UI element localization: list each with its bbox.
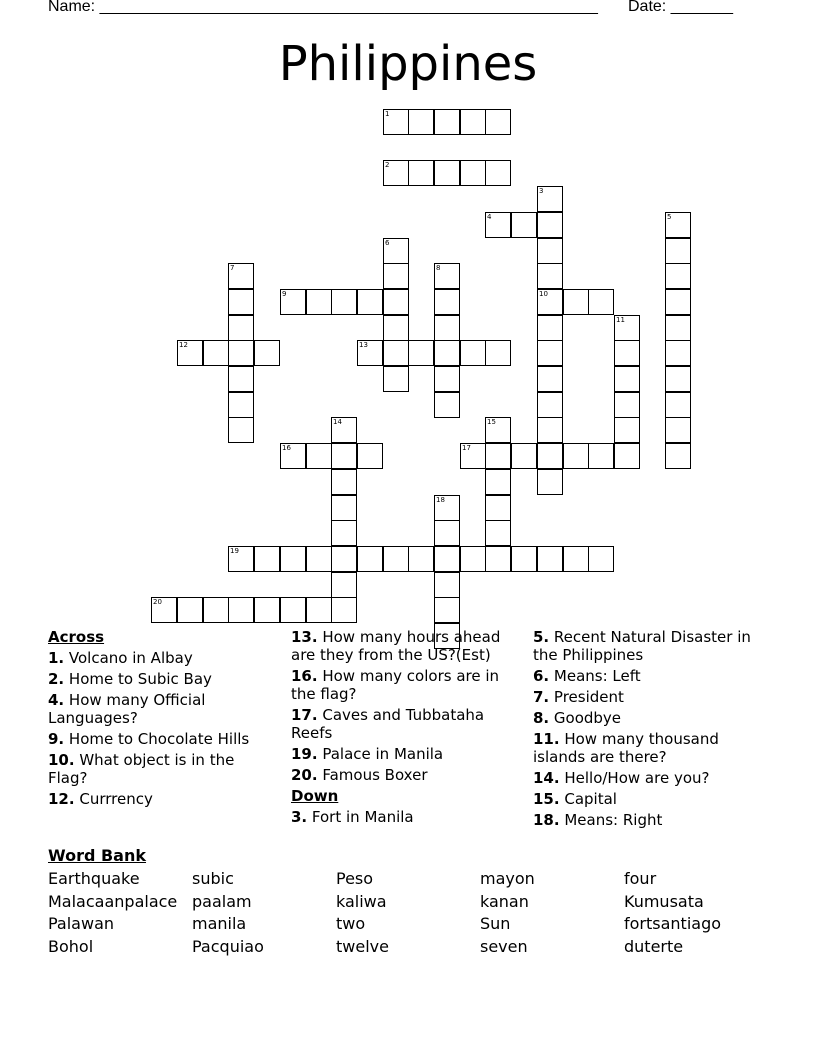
clue-text: Hello/How are you? <box>559 769 710 787</box>
crossword-cell[interactable] <box>665 212 691 238</box>
crossword-cell[interactable] <box>485 417 511 443</box>
clue-item <box>291 706 513 742</box>
crossword-cell[interactable] <box>331 520 357 546</box>
crossword-cell[interactable] <box>228 392 254 418</box>
crossword-cell[interactable] <box>331 289 357 315</box>
clue-text: Means: Left <box>549 667 641 685</box>
crossword-cell[interactable] <box>434 263 460 289</box>
crossword-cell[interactable] <box>614 443 640 469</box>
word-bank-word: duterte <box>624 936 684 956</box>
clue-text: Famous Boxer <box>317 766 428 784</box>
clue-number-label: 5. <box>533 628 550 646</box>
clue-number-label: 7. <box>533 688 550 706</box>
word-bank-word: Palawan <box>48 914 115 933</box>
crossword-cell[interactable] <box>383 109 409 135</box>
clue-item <box>533 628 755 664</box>
clue-number: 16 <box>282 444 291 452</box>
crossword-cell[interactable] <box>537 392 563 418</box>
crossword-cell[interactable] <box>614 340 640 366</box>
clue-number-label: 13. <box>291 628 318 646</box>
crossword-cell[interactable] <box>665 417 691 443</box>
crossword-cell[interactable] <box>485 340 511 366</box>
crossword-cell[interactable] <box>485 443 511 469</box>
crossword-cell[interactable] <box>511 443 537 469</box>
clue-text: Palace in Manila <box>317 745 444 763</box>
crossword-cell[interactable] <box>254 340 280 366</box>
clue-number: 2 <box>385 161 390 169</box>
clue-text: What object is in the Flag? <box>48 751 235 787</box>
crossword-cell[interactable] <box>306 597 332 623</box>
crossword-cell[interactable] <box>331 443 357 469</box>
clue-number-label: 3. <box>291 808 308 826</box>
crossword-cell[interactable] <box>228 289 254 315</box>
crossword-cell[interactable] <box>460 443 486 469</box>
crossword-cell[interactable] <box>665 392 691 418</box>
date-field-label: Date: _______ <box>628 0 733 15</box>
clue-text: President <box>549 688 624 706</box>
crossword-cell[interactable] <box>383 160 409 186</box>
clue-text: Capital <box>559 790 617 808</box>
crossword-cell[interactable] <box>537 315 563 341</box>
crossword-cell[interactable] <box>485 495 511 521</box>
clue-number-label: 6. <box>533 667 550 685</box>
crossword-cell[interactable] <box>485 212 511 238</box>
crossword-cell[interactable] <box>203 597 229 623</box>
clue-number-label: 11. <box>533 730 560 748</box>
word-bank-title: Word Bank <box>48 846 147 865</box>
word-bank-word: Malacaanpalace <box>48 891 178 911</box>
crossword-cell[interactable] <box>383 366 409 392</box>
crossword-cell[interactable] <box>228 340 254 366</box>
crossword-cell[interactable] <box>588 443 614 469</box>
clue-item <box>291 745 513 763</box>
clue-text: How many Official Languages? <box>48 691 206 727</box>
crossword-cell[interactable] <box>537 469 563 495</box>
crossword-cell[interactable] <box>331 546 357 572</box>
crossword-cell[interactable] <box>331 495 357 521</box>
crossword-cell[interactable] <box>254 546 280 572</box>
clue-number: 15 <box>487 418 496 426</box>
word-bank-column <box>336 868 389 958</box>
word-bank-word: kanan <box>480 891 529 911</box>
crossword-cell[interactable] <box>434 109 460 135</box>
clue-number-label: 20. <box>291 766 318 784</box>
clue-number-label: 2. <box>48 670 65 688</box>
crossword-cell[interactable] <box>511 546 537 572</box>
crossword-cell[interactable] <box>588 546 614 572</box>
crossword-cell[interactable] <box>434 495 460 521</box>
crossword-cell[interactable] <box>485 160 511 186</box>
crossword-cell[interactable] <box>280 443 306 469</box>
clue-number-label: 19. <box>291 745 318 763</box>
crossword-cell[interactable] <box>306 289 332 315</box>
clue-number: 20 <box>153 598 162 606</box>
clue-number-label: 15. <box>533 790 560 808</box>
crossword-cell[interactable] <box>434 160 460 186</box>
clue-item <box>533 730 755 766</box>
down-clue-list <box>291 808 513 826</box>
crossword-cell[interactable] <box>563 546 589 572</box>
crossword-cell[interactable] <box>434 366 460 392</box>
crossword-cell[interactable] <box>665 289 691 315</box>
clue-number: 12 <box>179 341 188 349</box>
word-bank-word: fortsantiago <box>624 914 722 933</box>
clue-text: Goodbye <box>549 709 622 727</box>
clue-item <box>48 649 270 667</box>
crossword-cell[interactable] <box>280 546 306 572</box>
crossword-cell[interactable] <box>485 469 511 495</box>
crossword-cell[interactable] <box>537 186 563 212</box>
word-bank-word: paalam <box>192 891 252 911</box>
clues-column-2 <box>291 628 513 829</box>
crossword-cell[interactable] <box>537 289 563 315</box>
crossword-cell[interactable] <box>383 263 409 289</box>
clue-item <box>291 628 513 664</box>
clue-item <box>533 811 755 829</box>
crossword-cell[interactable] <box>434 392 460 418</box>
word-bank-word: four <box>624 869 657 888</box>
across-heading: Across <box>48 628 105 646</box>
clue-item <box>533 709 755 727</box>
word-bank-word: twelve <box>336 936 389 956</box>
clue-item <box>48 730 270 748</box>
down-heading: Down <box>291 787 339 805</box>
word-bank-word: two <box>336 914 366 933</box>
clue-number-label: 4. <box>48 691 65 709</box>
crossword-cell[interactable] <box>331 597 357 623</box>
crossword-cell[interactable] <box>588 289 614 315</box>
crossword-cell[interactable] <box>331 469 357 495</box>
crossword-cell[interactable] <box>383 546 409 572</box>
clue-text: How many hours ahead are they from the US?(Est) <box>291 628 501 664</box>
across-clue-list-continued <box>291 628 513 784</box>
crossword-cell[interactable] <box>383 238 409 264</box>
clue-number-label: 10. <box>48 751 75 769</box>
word-bank-word: manila <box>192 914 247 933</box>
crossword-cell[interactable] <box>485 520 511 546</box>
word-bank-word: Bohol <box>48 936 94 956</box>
crossword-cell[interactable] <box>665 263 691 289</box>
page-title: Philippines <box>278 36 538 92</box>
crossword-cell[interactable] <box>485 546 511 572</box>
crossword-cell[interactable] <box>665 366 691 392</box>
crossword-cell[interactable] <box>537 238 563 264</box>
clue-number-label: 1. <box>48 649 65 667</box>
clue-number: 5 <box>667 213 672 221</box>
crossword-cell[interactable] <box>537 366 563 392</box>
word-bank-word: Sun <box>480 914 511 933</box>
crossword-cell[interactable] <box>511 212 537 238</box>
crossword-cell[interactable] <box>357 546 383 572</box>
crossword-cell[interactable] <box>537 443 563 469</box>
crossword-cell[interactable] <box>665 238 691 264</box>
crossword-cell[interactable] <box>460 340 486 366</box>
word-bank-word: Kumusata <box>624 891 704 911</box>
clue-text: Means: Right <box>559 811 663 829</box>
clue-number: 7 <box>230 264 235 272</box>
crossword-cell[interactable] <box>408 109 434 135</box>
word-bank-word: subic <box>192 869 234 888</box>
clue-number: 6 <box>385 239 390 247</box>
crossword-cell[interactable] <box>485 109 511 135</box>
clue-number-label: 16. <box>291 667 318 685</box>
clue-number: 8 <box>436 264 441 272</box>
word-bank-word: Peso <box>336 869 374 888</box>
crossword-cell[interactable] <box>537 417 563 443</box>
clue-item <box>533 790 755 808</box>
word-bank-column <box>480 868 535 958</box>
clue-number-label: 17. <box>291 706 318 724</box>
crossword-cell[interactable] <box>460 109 486 135</box>
crossword-cell[interactable] <box>228 263 254 289</box>
clue-item <box>533 667 755 685</box>
crossword-cell[interactable] <box>331 572 357 598</box>
clue-number: 13 <box>359 341 368 349</box>
clue-text: Recent Natural Disaster in the Philippines <box>533 628 751 664</box>
clue-item <box>48 670 270 688</box>
clue-item <box>533 769 755 787</box>
crossword-cell[interactable] <box>408 340 434 366</box>
crossword-cell[interactable] <box>537 212 563 238</box>
clue-number: 14 <box>333 418 342 426</box>
name-field-label: Name: ________________________________________________________ <box>48 0 598 15</box>
crossword-cell[interactable] <box>177 340 203 366</box>
crossword-cell[interactable] <box>614 366 640 392</box>
crossword-cell[interactable] <box>537 263 563 289</box>
crossword-cell[interactable] <box>254 597 280 623</box>
clue-number-label: 14. <box>533 769 560 787</box>
word-bank-column <box>624 868 721 958</box>
crossword-cell[interactable] <box>408 160 434 186</box>
clue-number: 18 <box>436 496 445 504</box>
crossword-cell[interactable] <box>537 546 563 572</box>
clue-item <box>48 790 270 808</box>
word-bank-column <box>192 868 264 958</box>
clue-item <box>48 691 270 727</box>
crossword-cell[interactable] <box>228 366 254 392</box>
clue-number-label: 8. <box>533 709 550 727</box>
crossword-cell[interactable] <box>203 340 229 366</box>
crossword-cell[interactable] <box>537 340 563 366</box>
crossword-cell[interactable] <box>306 443 332 469</box>
word-bank-word: seven <box>480 936 528 956</box>
clue-item <box>291 808 513 826</box>
clues-column-3 <box>533 628 755 832</box>
word-bank-word: mayon <box>480 869 535 888</box>
crossword-cell[interactable] <box>614 392 640 418</box>
clue-text: Currrency <box>74 790 153 808</box>
crossword-cell[interactable] <box>434 289 460 315</box>
clue-item <box>291 667 513 703</box>
clue-number: 17 <box>462 444 471 452</box>
word-bank-column <box>48 868 177 958</box>
clue-text: How many thousand islands are there? <box>533 730 719 766</box>
crossword-cell[interactable] <box>383 340 409 366</box>
word-bank-word: Earthquake <box>48 869 140 888</box>
down-clue-list-continued <box>533 628 755 829</box>
clues-column-1 <box>48 628 270 811</box>
clue-number: 1 <box>385 110 390 118</box>
clue-item <box>48 751 270 787</box>
crossword-cell[interactable] <box>228 546 254 572</box>
clue-number-label: 18. <box>533 811 560 829</box>
crossword-cell[interactable] <box>563 289 589 315</box>
crossword-cell[interactable] <box>408 546 434 572</box>
crossword-cell[interactable] <box>614 417 640 443</box>
crossword-cell[interactable] <box>228 315 254 341</box>
clue-number: 19 <box>230 547 239 555</box>
crossword-cell[interactable] <box>460 546 486 572</box>
crossword-cell[interactable] <box>434 546 460 572</box>
crossword-cell[interactable] <box>357 443 383 469</box>
clue-number-label: 9. <box>48 730 65 748</box>
clue-number: 10 <box>539 290 548 298</box>
crossword-cell[interactable] <box>434 340 460 366</box>
crossword-cell[interactable] <box>665 340 691 366</box>
crossword-cell[interactable] <box>177 597 203 623</box>
clue-item <box>533 688 755 706</box>
clue-text: Home to Chocolate Hills <box>64 730 250 748</box>
crossword-cell[interactable] <box>280 289 306 315</box>
clue-number: 9 <box>282 290 287 298</box>
clue-number: 11 <box>616 316 625 324</box>
crossword-cell[interactable] <box>357 340 383 366</box>
clue-text: Fort in Manila <box>307 808 414 826</box>
crossword-cell[interactable] <box>563 443 589 469</box>
crossword-cell[interactable] <box>434 315 460 341</box>
crossword-cell[interactable] <box>665 315 691 341</box>
clue-item <box>291 766 513 784</box>
crossword-cell[interactable] <box>434 597 460 623</box>
word-bank-word: kaliwa <box>336 891 387 911</box>
clue-text: Volcano in Albay <box>64 649 193 667</box>
clue-number: 3 <box>539 187 544 195</box>
crossword-cell[interactable] <box>665 443 691 469</box>
crossword-cell[interactable] <box>434 520 460 546</box>
crossword-cell[interactable] <box>228 417 254 443</box>
clue-text: How many colors are in the flag? <box>291 667 500 703</box>
crossword-cell[interactable] <box>460 160 486 186</box>
across-clue-list <box>48 649 270 808</box>
crossword-cell[interactable] <box>280 597 306 623</box>
crossword-cell[interactable] <box>331 417 357 443</box>
crossword-cell[interactable] <box>383 315 409 341</box>
clue-text: Caves and Tubbataha Reefs <box>291 706 485 742</box>
clue-text: Home to Subic Bay <box>64 670 212 688</box>
crossword-cell[interactable] <box>614 315 640 341</box>
crossword-cell[interactable] <box>434 572 460 598</box>
crossword-cell[interactable] <box>151 597 177 623</box>
crossword-cell[interactable] <box>357 289 383 315</box>
word-bank-word: Pacquiao <box>192 936 264 956</box>
clue-number-label: 12. <box>48 790 75 808</box>
crossword-cell[interactable] <box>383 289 409 315</box>
crossword-cell[interactable] <box>306 546 332 572</box>
crossword-cell[interactable] <box>228 597 254 623</box>
clue-number: 4 <box>487 213 492 221</box>
